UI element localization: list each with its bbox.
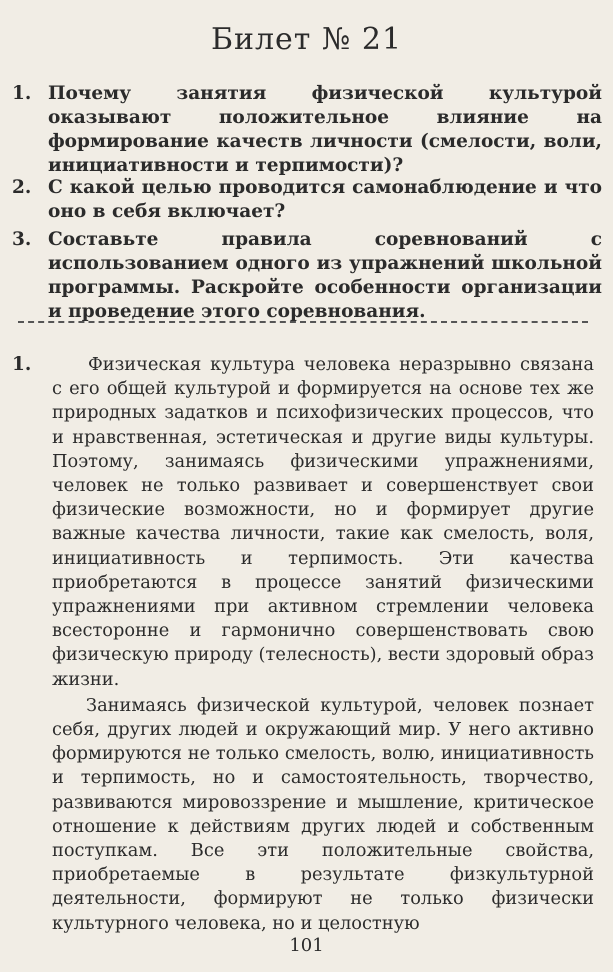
question-text: Почему занятия физической культурой оказывают положительное влияние на формирование качеств личности (смелости, воли, инициативности и терпимости)?: [48, 83, 602, 176]
answer-paragraph-2: Занимаясь физической культурой, человек познает себя, других людей и окружающий мир. У него активно формируются не только смелость, волю, инициативность и терпимость, но и самостоятельность, творчество, развиваются мировоззрение и мышление, критическое отношение к действиям других людей и собственным поступкам. Все эти положительные свойства, приобретаемые в результате физкультурной деятельности, формируют не только физически культурного человека, но и целостную: [52, 694, 594, 934]
question-number: 3.: [12, 229, 32, 250]
answer-paragraph-1: Физическая культура человека неразрывно связана с его общей культурой и формируется на основе тех же природных задатков и психофизических процессов, что и нравственная, эстетическая и другие виды культуры. Поэтому, занимаясь физическими упражнениями, человек не только развивает и совершенствует свои физические возможности, но и формирует другие важные качества личности, такие как смелость, воля, инициативность и терпимость. Эти качества приобретаются в процессе занятий физическими упражнениями при активном стремлении человека всесторонне и гармонично совершенствовать свою физическую природу (телесность), вести здоровый образ жизни.: [52, 354, 594, 690]
question-text: Составьте правила соревнований с использованием одного из упражнений школьной программы. Раскройте особенности организации и проведение этого соревнования.: [48, 229, 602, 322]
question-number: 2.: [12, 177, 32, 198]
answer-1: [12, 353, 594, 936]
question-2: [12, 176, 602, 224]
question-number: 1.: [12, 83, 32, 104]
question-3: [12, 228, 602, 324]
question-1: [12, 82, 602, 178]
dashed-divider: [18, 321, 588, 323]
ticket-title: Билет № 21: [210, 22, 403, 57]
page-number: 101: [289, 935, 324, 956]
question-text: С какой целью проводится самонаблюдение и что оно в себя включает?: [48, 177, 602, 222]
answer-number: 1.: [12, 354, 32, 375]
